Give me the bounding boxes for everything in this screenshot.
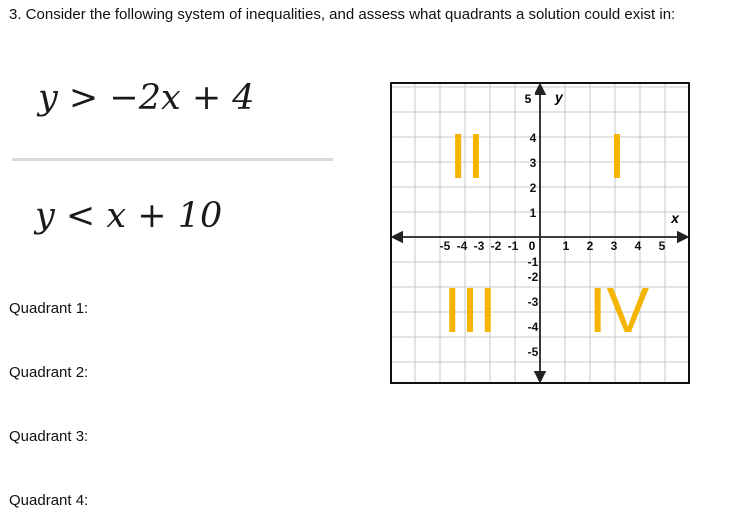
quadrant-4-label: Quadrant 4: <box>9 492 89 509</box>
y-tick-pos: 1 <box>529 206 537 220</box>
inequality-2 <box>35 196 222 236</box>
x-axis-label: x <box>671 210 679 226</box>
inequality-1-rhs: −2x + 4 <box>109 78 255 118</box>
origin-label: 0 <box>528 239 536 253</box>
inequality-1-lhs: y <box>38 78 58 118</box>
y-axis-label: y <box>555 89 563 105</box>
x-tick-pos: 5 <box>658 239 666 253</box>
y-tick-pos: 4 <box>529 131 537 145</box>
quadrant-3-label: Quadrant 3: <box>9 428 89 445</box>
divider <box>12 158 333 161</box>
quadrant-i-numeral: I <box>608 120 626 192</box>
inequality-2-lhs: y <box>35 196 55 236</box>
inequality-2-operator: < <box>65 196 96 236</box>
y-tick-neg: -2 <box>527 270 539 284</box>
x-tick-pos: 3 <box>610 239 618 253</box>
x-tick-neg: -4 <box>456 239 468 253</box>
inequality-1 <box>38 78 255 118</box>
inequality-2-rhs: x + 10 <box>106 196 223 236</box>
y-tick-pos: 3 <box>529 156 537 170</box>
x-tick-pos: 2 <box>586 239 594 253</box>
y-tick-neg: -4 <box>527 320 539 334</box>
x-tick-neg: -5 <box>439 239 451 253</box>
x-tick-neg: -1 <box>507 239 519 253</box>
quadrant-1-label: Quadrant 1: <box>9 300 89 317</box>
y-tick-5: 5 <box>524 92 532 106</box>
quadrant-2-label: Quadrant 2: <box>9 364 89 381</box>
x-tick-pos: 4 <box>634 239 642 253</box>
x-tick-neg: -3 <box>473 239 485 253</box>
quadrant-iii-numeral: III <box>443 274 497 346</box>
x-tick-pos: 1 <box>562 239 570 253</box>
y-tick-neg: -1 <box>527 255 539 269</box>
question-text: 3. Consider the following system of inequalities, and assess what quadrants a solution could exist in: <box>9 6 676 23</box>
y-tick-neg: -3 <box>527 295 539 309</box>
quadrant-ii-numeral: II <box>449 120 485 192</box>
quadrant-iv-numeral: IV <box>588 274 650 346</box>
y-tick-pos: 2 <box>529 181 537 195</box>
x-tick-neg: -2 <box>490 239 502 253</box>
y-tick-neg: -5 <box>527 345 539 359</box>
inequality-1-operator: > <box>68 78 99 118</box>
coordinate-plane <box>390 82 690 384</box>
